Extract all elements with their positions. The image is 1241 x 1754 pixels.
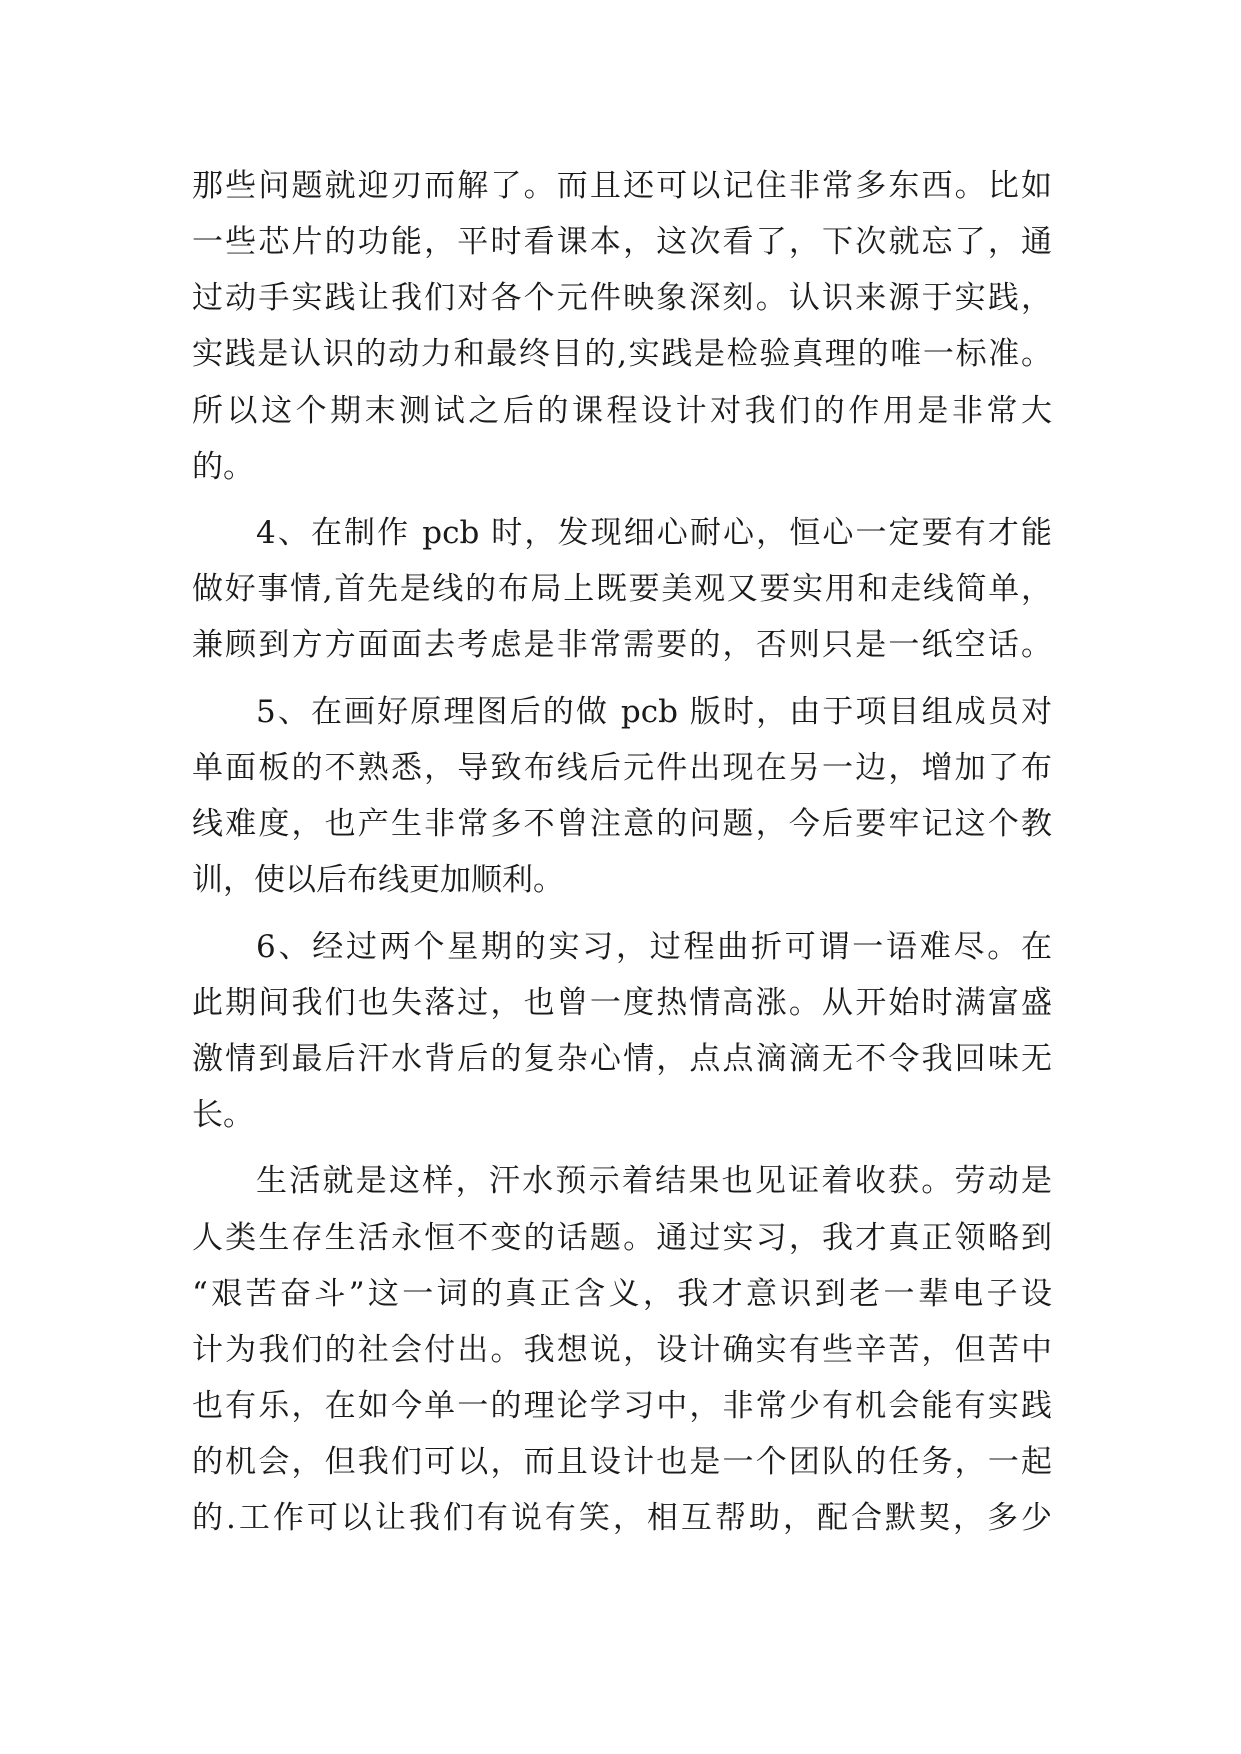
paragraph-start-line: 4、在制作 pcb 时，发现细心耐心，恒心一定要有才能 [256, 515, 1052, 551]
paragraph-start-line: 6、经过两个星期的实习，过程曲折可谓一语难尽。在 [256, 929, 1052, 965]
text-line: 计为我们的社会付出。我想说，设计确实有些辛苦，但苦中 [192, 1332, 1052, 1368]
text-line: 人类生存生活永恒不变的话题。通过实习，我才真正领略到 [192, 1220, 1052, 1256]
text-line: 的机会，但我们可以，而且设计也是一个团队的任务，一起 [192, 1444, 1052, 1480]
text-line: 所以这个期末测试之后的课程设计对我们的作用是非常大 [192, 393, 1052, 429]
text-line: 兼顾到方方面面去考虑是非常需要的，否则只是一纸空话。 [192, 627, 1052, 663]
text-line: 长。 [192, 1097, 254, 1133]
text-line: 过动手实践让我们对各个元件映象深刻。认识来源于实践， [192, 280, 1052, 316]
text-line: “艰苦奋斗”这一词的真正含义，我才意识到老一辈电子设 [192, 1276, 1052, 1312]
text-line: 一些芯片的功能，平时看课本，这次看了，下次就忘了，通 [192, 224, 1052, 260]
text-line: 激情到最后汗水背后的复杂心情，点点滴滴无不令我回味无 [192, 1041, 1052, 1077]
text-line: 的。 [192, 449, 254, 485]
text-line: 那些问题就迎刃而解了。而且还可以记住非常多东西。比如 [192, 168, 1052, 204]
text-line: 线难度，也产生非常多不曾注意的问题，今后要牢记这个教 [192, 806, 1052, 842]
paragraph-start-line: 生活就是这样，汗水预示着结果也见证着收获。劳动是 [256, 1163, 1052, 1199]
text-line: 此期间我们也失落过，也曾一度热情高涨。从开始时满富盛 [192, 985, 1052, 1021]
text-line: 做好事情,首先是线的布局上既要美观又要实用和走线简单， [192, 571, 1052, 607]
paragraph-start-line: 5、在画好原理图后的做 pcb 版时，由于项目组成员对 [256, 694, 1052, 730]
text-line: 的.工作可以让我们有说有笑，相互帮助，配合默契，多少 [192, 1500, 1052, 1536]
text-line: 训，使以后布线更加顺利。 [192, 862, 564, 898]
text-line: 单面板的不熟悉，导致布线后元件出现在另一边，增加了布 [192, 750, 1052, 786]
text-line: 也有乐，在如今单一的理论学习中，非常少有机会能有实践 [192, 1388, 1052, 1424]
text-line: 实践是认识的动力和最终目的,实践是检验真理的唯一标准。 [192, 336, 1052, 372]
